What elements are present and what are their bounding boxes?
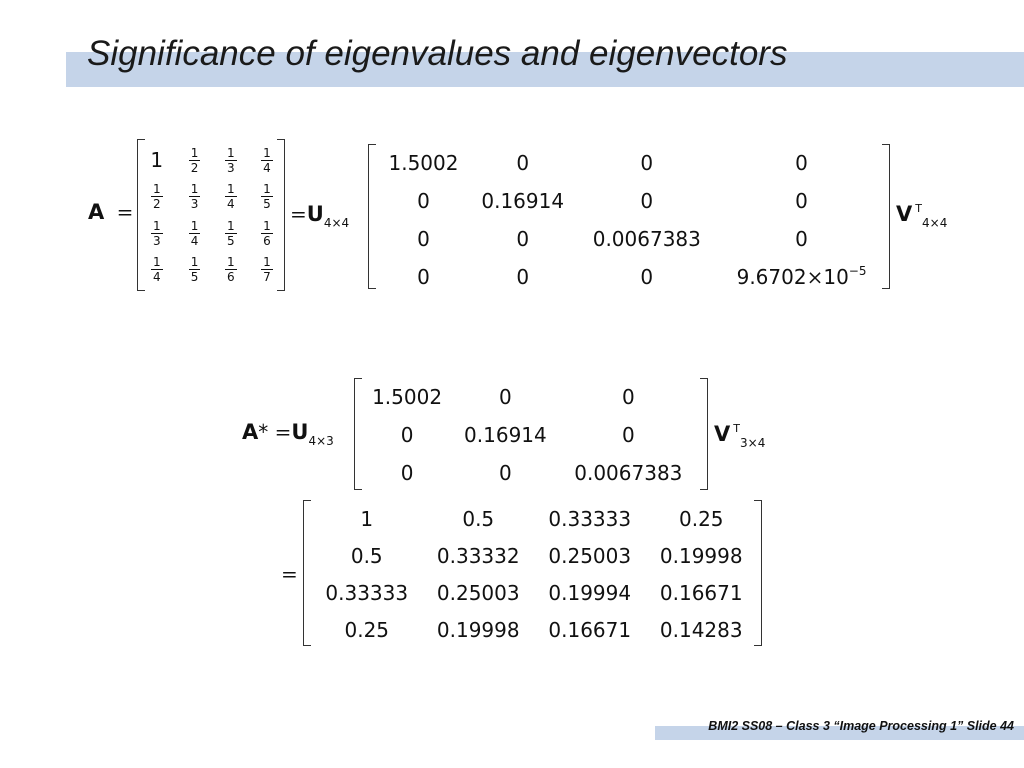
matrix-cell: 0.25003: [548, 543, 632, 568]
power-exponent: −5: [848, 264, 867, 278]
eq2-v-symbol: V: [714, 422, 731, 446]
matrix-a-cell: [213, 252, 249, 289]
fraction: [225, 183, 237, 210]
matrix-cell: 0.33333: [325, 580, 409, 605]
slide-title: Significance of eigenvalues and eigenvectors: [87, 34, 788, 73]
matrix-cell: 0.25003: [436, 580, 520, 605]
eq1-u-symbol: U: [306, 202, 324, 226]
matrix-cell: 0: [795, 151, 808, 175]
numerator: 1: [190, 182, 199, 197]
matrix-sigma-4x4-table: [378, 144, 886, 296]
matrix-cell: 0.0067383: [574, 461, 683, 485]
numerator: 1: [152, 255, 161, 270]
numerator: 1: [263, 218, 271, 233]
matrix-row: [311, 574, 757, 611]
matrix-a-entry: 1: [150, 148, 164, 173]
matrix-cell: 0.33332: [436, 543, 520, 568]
fraction: [261, 147, 273, 174]
matrix-sigma-4x4: [368, 144, 890, 289]
matrix-a-cell: [249, 215, 285, 252]
numerator: 1: [226, 218, 235, 233]
matrix-cell: 0: [795, 227, 808, 251]
matrix-cell: 0.25: [678, 506, 724, 531]
eq1-v-factor: [896, 202, 948, 230]
matrix-row: [362, 416, 698, 454]
slide-footer: BMI2 SS08 – Class 3 “Image Processing 1” Slide 44: [708, 719, 1014, 733]
matrix-cell: 0: [400, 423, 414, 447]
eq2-v-subscript: 3×4: [740, 436, 766, 450]
fraction: [189, 220, 201, 247]
numerator: 1: [226, 182, 235, 197]
matrix-a-cell: [177, 179, 213, 216]
matrix-row: [362, 454, 698, 492]
eq1-equals-2: =: [290, 202, 307, 226]
matrix-a-cell: [249, 252, 285, 289]
fraction: [261, 256, 273, 283]
matrix-result-table: [311, 500, 757, 648]
times-sign: ×: [806, 265, 824, 289]
power-base: 10: [823, 265, 849, 289]
matrix-a-cell: [137, 179, 177, 216]
fraction: [151, 183, 163, 210]
matrix-row: [378, 258, 886, 296]
fraction: [151, 256, 163, 283]
matrix-cell: 0.33333: [548, 506, 632, 531]
matrix-cell: 0: [499, 385, 512, 409]
eq2-u-symbol: U: [291, 420, 309, 444]
eq2-star: *: [258, 420, 269, 444]
fraction: [225, 147, 237, 174]
matrix-cell: 0: [516, 265, 530, 289]
matrix-row: [137, 252, 285, 289]
numerator: 1: [226, 145, 235, 160]
matrix-cell: 1.5002: [372, 385, 443, 409]
eq1-lhs: [88, 202, 133, 223]
eq2-lhs: [242, 420, 334, 448]
matrix-row: [137, 142, 285, 179]
matrix-row: [378, 182, 886, 220]
denominator: 2: [190, 160, 199, 175]
matrix-a-table: [137, 142, 285, 288]
matrix-cell: 0: [795, 189, 808, 213]
matrix-a-cell: [177, 215, 213, 252]
eq2-equals: =: [274, 420, 292, 444]
matrix-a-cell: [213, 142, 249, 179]
matrix-row: [137, 179, 285, 216]
numerator: 1: [263, 145, 271, 160]
matrix-sigma-3x3: [354, 378, 708, 490]
matrix-cell: 0: [621, 423, 635, 447]
eq1-u-factor: [290, 202, 350, 230]
fraction: [151, 220, 163, 247]
denominator: 3: [190, 197, 199, 212]
matrix-cell: 0.25: [344, 617, 390, 642]
matrix-cell: 0.16914: [481, 189, 565, 213]
numerator: 1: [263, 255, 271, 270]
matrix-cell: 0.19998: [659, 543, 743, 568]
matrix-cell: 1.5002: [388, 151, 459, 175]
matrix-cell: 0.19998: [436, 617, 520, 642]
matrix-cell: 0.5: [462, 506, 495, 531]
matrix-a-cell: [177, 252, 213, 289]
eq2-v-factor: [714, 422, 766, 450]
fraction: [261, 220, 273, 247]
matrix-row: [362, 378, 698, 416]
numerator: 1: [226, 255, 235, 270]
numerator: 1: [190, 145, 199, 160]
matrix-a-cell: [249, 179, 285, 216]
matrix-cell-scientific: [717, 258, 886, 296]
eq1-v-superscript: T: [915, 202, 922, 215]
numerator: 1: [152, 218, 161, 233]
matrix-result: [303, 500, 762, 646]
eq2-v-superscript: T: [733, 422, 740, 435]
denominator: 4: [226, 197, 235, 212]
matrix-row: [311, 611, 757, 648]
matrix-row: [311, 500, 757, 537]
matrix-cell: 0.14283: [659, 617, 743, 642]
matrix-a-cell: [137, 252, 177, 289]
denominator: 4: [190, 233, 199, 248]
mantissa: 9.6702: [736, 265, 807, 289]
matrix-cell: 0: [499, 461, 512, 485]
matrix-cell: 0: [400, 461, 414, 485]
eq1-u-subscript: 4×4: [323, 216, 350, 230]
matrix-a-cell: [177, 142, 213, 179]
fraction: [225, 220, 237, 247]
matrix-cell: 0: [640, 189, 654, 213]
matrix-row: [378, 144, 886, 182]
denominator: 2: [152, 197, 161, 212]
matrix-cell: 0: [516, 227, 530, 251]
eq2-u-subscript: 4×3: [308, 434, 334, 448]
matrix-cell: 0.16671: [659, 580, 743, 605]
matrix-cell: 0.5: [350, 543, 383, 568]
fraction: [225, 256, 237, 283]
numerator: 1: [263, 182, 271, 197]
denominator: 5: [226, 233, 235, 248]
eq1-v-symbol: V: [896, 202, 913, 226]
denominator: 6: [263, 233, 271, 248]
fraction: [189, 147, 201, 174]
numerator: 1: [152, 182, 161, 197]
matrix-row: [137, 215, 285, 252]
denominator: 4: [263, 160, 271, 175]
matrix-a-cell: [213, 215, 249, 252]
eq1-v-subscript: 4×4: [922, 216, 948, 230]
matrix-row: [378, 220, 886, 258]
denominator: 5: [190, 270, 199, 285]
matrix-cell: 0: [417, 189, 430, 213]
matrix-cell: 0: [516, 151, 530, 175]
eq3-lhs: [281, 564, 298, 584]
matrix-a: [137, 139, 285, 291]
eq2-a-symbol: A: [242, 420, 259, 444]
matrix-cell: 0: [417, 265, 430, 289]
matrix-a-cell: [249, 142, 285, 179]
matrix-cell: 1: [360, 506, 374, 531]
denominator: 6: [226, 270, 235, 285]
matrix-row: [311, 537, 757, 574]
denominator: 4: [152, 270, 161, 285]
denominator: 3: [226, 160, 235, 175]
denominator: 7: [263, 270, 271, 285]
fraction: [189, 256, 201, 283]
fraction: [189, 183, 201, 210]
denominator: 3: [152, 233, 161, 248]
matrix-sigma-3x3-table: [362, 378, 698, 492]
eq1-equals-1: =: [116, 200, 134, 224]
fraction: [261, 183, 273, 210]
numerator: 1: [190, 255, 199, 270]
numerator: 1: [190, 218, 199, 233]
eq1-a-symbol: A: [88, 200, 105, 224]
matrix-a-cell: [137, 215, 177, 252]
matrix-cell: 0: [417, 227, 430, 251]
matrix-cell: 0.16671: [548, 617, 632, 642]
matrix-cell: 0.19994: [548, 580, 632, 605]
matrix-cell: 0: [621, 385, 635, 409]
matrix-a-cell: [213, 179, 249, 216]
matrix-cell: 0: [640, 151, 654, 175]
matrix-a-cell: [137, 142, 177, 179]
matrix-cell: 0.16914: [464, 423, 547, 447]
eq3-equals: =: [281, 562, 298, 586]
matrix-cell: 0: [640, 265, 654, 289]
matrix-cell: 0.0067383: [592, 227, 701, 251]
denominator: 5: [263, 197, 271, 212]
